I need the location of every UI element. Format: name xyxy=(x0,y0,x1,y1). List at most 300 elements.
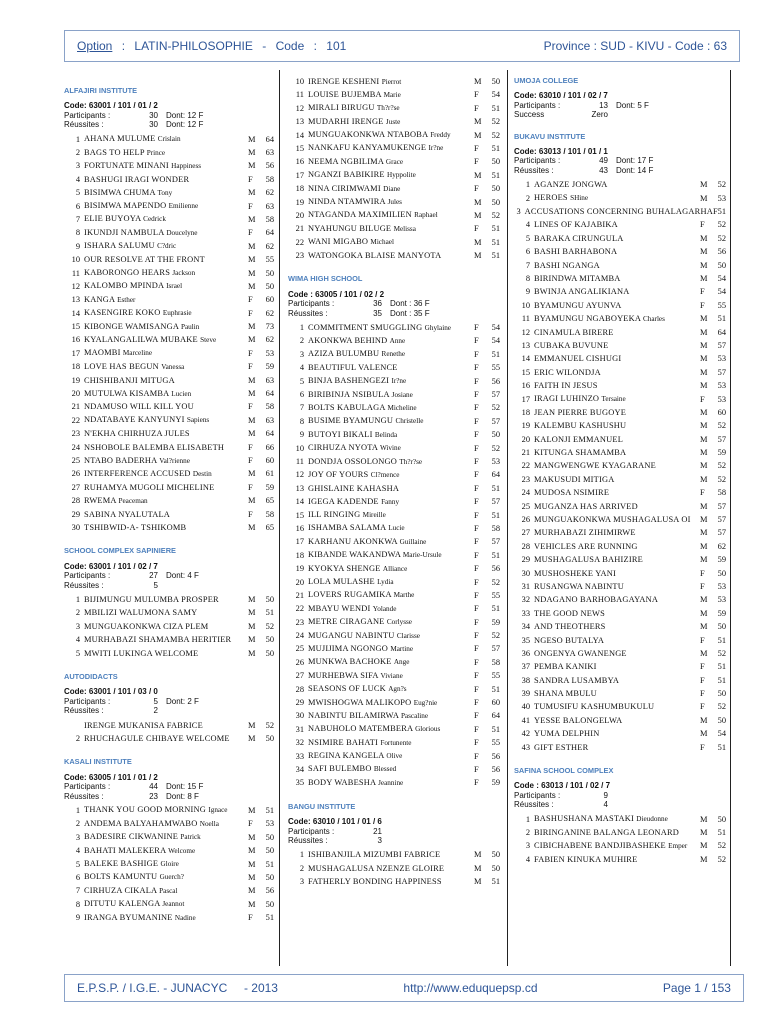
student-sex: F xyxy=(474,604,479,614)
result-row xyxy=(514,486,726,499)
student-sex: M xyxy=(700,367,708,377)
student-score: 58 xyxy=(265,509,274,519)
row-number: 31 xyxy=(295,724,304,734)
student-firstname: Nadine xyxy=(174,913,196,922)
student-sex: M xyxy=(700,260,708,270)
student-score: 51 xyxy=(491,684,500,694)
student-surname: MUDARHI IRENGE xyxy=(308,116,384,126)
student-name xyxy=(308,762,474,776)
student-sex: M xyxy=(248,522,256,532)
student-sex: F xyxy=(700,675,705,685)
student-name xyxy=(534,839,700,853)
row-number: 6 xyxy=(525,247,530,257)
participants-dont: Dont: 12 F xyxy=(166,110,204,120)
student-sex: M xyxy=(700,434,708,444)
student-name xyxy=(308,629,474,643)
student-sex: F xyxy=(474,711,479,721)
student-firstname: Jeannot xyxy=(162,900,185,909)
student-firstname: Patrick xyxy=(180,833,201,842)
student-firstname: Michael xyxy=(370,238,394,247)
result-row xyxy=(514,593,726,606)
participants-row xyxy=(64,697,274,706)
student-surname: NTAGANDA MAXIMILIEN xyxy=(308,210,412,220)
student-name xyxy=(534,540,700,553)
participants-label: Participants : xyxy=(64,110,111,120)
student-surname: KABORONGO HEARS xyxy=(84,268,171,278)
student-sex: F xyxy=(474,483,479,493)
school-meta xyxy=(64,773,274,801)
row-number: 28 xyxy=(295,684,304,694)
student-sex: M xyxy=(700,193,708,203)
student-sex: M xyxy=(700,828,708,838)
student-sex: M xyxy=(248,608,256,618)
result-row xyxy=(514,634,726,647)
student-surname: BUTOYI BIKALI xyxy=(308,429,373,439)
row-number: 33 xyxy=(295,751,304,761)
result-row xyxy=(514,727,726,740)
student-sex: M xyxy=(700,622,708,632)
student-name xyxy=(308,776,474,790)
student-sex: F xyxy=(474,376,479,386)
row-number: 27 xyxy=(521,528,530,538)
row-number: 16 xyxy=(295,523,304,533)
student-name xyxy=(84,387,248,401)
student-score: 51 xyxy=(265,913,274,923)
student-name xyxy=(84,441,248,454)
student-surname: NYAHUNGU BILUGE xyxy=(308,223,392,233)
student-sex: M xyxy=(474,77,482,86)
student-firstname: Josiane xyxy=(391,390,413,399)
school-meta xyxy=(64,687,274,715)
student-score: 55 xyxy=(491,738,500,748)
result-row xyxy=(288,495,500,508)
student-name xyxy=(534,700,700,713)
row-number: 9 xyxy=(525,287,530,297)
column-divider xyxy=(279,70,280,966)
reussites-row xyxy=(64,792,274,801)
student-firstname: Marie xyxy=(383,90,401,99)
row-number: 25 xyxy=(71,456,80,465)
student-surname: AKONKWA BEHIND xyxy=(308,335,388,345)
row-number: 19 xyxy=(295,197,304,207)
row-number: 2 xyxy=(75,819,80,829)
student-surname: BOLTS KAMUNTU xyxy=(84,872,158,882)
student-surname: LINES OF KAJABIKA xyxy=(534,220,618,230)
student-sex: M xyxy=(700,461,708,471)
row-number: 32 xyxy=(295,738,304,748)
student-name xyxy=(84,239,248,253)
student-sex: F xyxy=(474,684,479,694)
result-row xyxy=(64,320,274,333)
participants-dont: Dont: 15 F xyxy=(166,782,204,792)
student-surname: EMMANUEL CISHUGI xyxy=(534,354,622,364)
student-score: 55 xyxy=(491,363,500,373)
student-name xyxy=(308,75,474,89)
student-score: 60 xyxy=(491,698,500,708)
student-name xyxy=(534,674,700,687)
school-meta xyxy=(514,781,726,809)
student-sex: F xyxy=(700,568,705,578)
row-number: 23 xyxy=(295,251,304,261)
student-surname: CHISHIBANJI MITUGA xyxy=(84,375,175,385)
row-number: 17 xyxy=(295,537,304,547)
student-name xyxy=(534,352,700,365)
student-name xyxy=(308,548,474,562)
student-surname: FAITH IN JESUS xyxy=(534,381,598,391)
school-title: WIMA HIGH SCHOOL xyxy=(288,274,363,284)
student-firstname: Emilienne xyxy=(168,202,199,211)
participants-count: 27 xyxy=(149,571,158,581)
student-sex: M xyxy=(248,496,256,506)
student-score: 50 xyxy=(265,648,274,658)
row-number: 29 xyxy=(295,698,304,708)
reussites-label: Réussites : xyxy=(514,800,554,810)
row-number: 39 xyxy=(521,689,530,699)
result-row xyxy=(64,240,274,253)
student-sex: F xyxy=(474,698,479,708)
student-firstname: Marceline xyxy=(122,349,153,358)
result-list xyxy=(64,133,274,535)
student-firstname: Agn?s xyxy=(388,685,407,694)
result-row xyxy=(288,509,500,522)
result-row xyxy=(288,142,500,155)
student-score: 51 xyxy=(491,724,500,734)
student-surname: NANKAFU KANYAMUKENGE xyxy=(308,143,427,153)
student-surname: KIBANDE WAKANDWA xyxy=(308,550,401,560)
reussites-dont: Dont: 14 F xyxy=(616,165,654,175)
school-title: ALFAJIRI INSTITUTE xyxy=(64,86,138,95)
student-surname: AHANA MULUME xyxy=(84,134,156,144)
school-code: Code: 63013 / 101 / 01 / 1 xyxy=(514,147,608,157)
result-row xyxy=(514,714,726,727)
student-score: 59 xyxy=(491,778,500,788)
student-name xyxy=(84,633,248,646)
student-score: 59 xyxy=(717,555,726,565)
student-sex: M xyxy=(700,648,708,658)
student-sex: F xyxy=(248,295,253,305)
student-score: 57 xyxy=(491,416,500,426)
student-sex: M xyxy=(700,729,708,739)
row-number: 20 xyxy=(71,389,80,399)
student-sex: M xyxy=(248,899,256,909)
student-score: 50 xyxy=(491,863,500,873)
result-row xyxy=(64,620,274,633)
student-name xyxy=(84,173,248,186)
student-firstname: Crislain xyxy=(157,135,181,144)
result-row xyxy=(64,467,274,480)
student-score: 60 xyxy=(265,456,274,465)
student-surname: BASHUSHANA MASTAKI xyxy=(534,814,634,824)
row-number: 13 xyxy=(71,295,80,305)
student-score: 50 xyxy=(265,733,274,743)
result-row xyxy=(64,647,274,660)
student-score: 52 xyxy=(717,841,726,851)
row-number: 8 xyxy=(299,416,304,426)
row-number: 5 xyxy=(75,188,80,198)
student-sex: F xyxy=(700,702,705,712)
student-sex: M xyxy=(248,415,256,425)
result-list xyxy=(514,178,726,754)
school-meta xyxy=(514,91,726,119)
student-score: 64 xyxy=(265,389,274,399)
student-score: 58 xyxy=(265,174,274,184)
student-name xyxy=(534,285,700,298)
student-surname: ILL RINGING xyxy=(308,510,361,520)
row-number: 35 xyxy=(295,778,304,788)
student-firstname: Alliance xyxy=(382,564,408,573)
footer-url[interactable]: http://www.eduquepsp.cd xyxy=(403,981,538,995)
student-name xyxy=(308,249,474,262)
result-row xyxy=(514,513,726,526)
student-firstname: Ir?ne xyxy=(391,377,407,386)
row-number: 11 xyxy=(295,90,304,100)
result-row xyxy=(288,182,500,195)
result-row xyxy=(64,267,274,280)
student-name xyxy=(534,366,700,379)
reussites-count: 30 xyxy=(149,120,158,130)
student-name xyxy=(84,803,248,817)
student-firstname: Th?r?se xyxy=(399,457,423,466)
participants-count: 44 xyxy=(149,782,158,792)
student-surname: BIRIBINJA NSIBULA xyxy=(308,389,390,399)
row-number: 37 xyxy=(521,662,530,672)
student-sex: M xyxy=(700,381,708,391)
student-score: 56 xyxy=(265,161,274,171)
row-number: 29 xyxy=(521,555,530,565)
result-row xyxy=(288,522,500,535)
reussites-count: 2 xyxy=(153,706,158,716)
result-row xyxy=(514,178,726,191)
student-score: 51 xyxy=(491,170,500,180)
student-score: 51 xyxy=(717,635,726,645)
student-name xyxy=(534,741,700,754)
student-firstname: Viviane xyxy=(380,671,403,680)
student-name xyxy=(84,306,248,320)
student-score: 50 xyxy=(265,268,274,278)
result-row xyxy=(514,813,726,826)
student-score: 51 xyxy=(717,207,726,217)
student-surname: RUHAMYA MUGOLI MICHELINE xyxy=(84,482,215,492)
student-score: 64 xyxy=(265,134,274,144)
result-row xyxy=(64,606,274,619)
student-name xyxy=(534,406,700,419)
student-surname: MWISHOGWA MALIKOPO xyxy=(308,697,412,707)
student-name xyxy=(534,620,700,633)
student-surname: WANI MIGABO xyxy=(308,237,369,247)
student-firstname: Grace xyxy=(385,157,404,166)
row-number: 23 xyxy=(295,617,304,627)
student-score: 52 xyxy=(491,631,500,641)
student-surname: NABUHOLO MATEMBERA xyxy=(308,724,413,734)
student-firstname: Gloire xyxy=(160,860,179,869)
student-surname: MIRALI BIRUGU xyxy=(308,103,375,113)
student-sex: M xyxy=(248,335,256,345)
student-surname: IGEGA KADENDE xyxy=(308,496,379,506)
student-firstname: Pascaline xyxy=(400,711,429,720)
school-section xyxy=(288,75,500,262)
student-surname: BIRINGANINE BALANGA LEONARD xyxy=(534,828,679,838)
student-firstname: Guerch? xyxy=(159,873,184,882)
student-name xyxy=(84,374,248,387)
result-row xyxy=(288,862,500,875)
row-number: 18 xyxy=(295,550,304,560)
participants-row xyxy=(514,156,726,165)
student-score: 64 xyxy=(491,470,500,480)
result-row xyxy=(514,674,726,687)
student-sex: M xyxy=(248,886,256,896)
student-score: 53 xyxy=(491,457,500,466)
student-sex: M xyxy=(248,322,256,332)
student-sex: F xyxy=(474,671,479,681)
student-surname: BINJA BASHENGEZI xyxy=(308,376,390,386)
reussites-label: Réussites : xyxy=(288,835,328,845)
row-number: 40 xyxy=(521,702,530,712)
result-row xyxy=(288,155,500,168)
result-list xyxy=(64,593,274,660)
option-line xyxy=(77,39,352,53)
student-firstname: Pierrot xyxy=(381,77,402,86)
reussites-count: 43 xyxy=(599,165,608,175)
row-number: 13 xyxy=(521,340,530,350)
student-surname: NEEMA NGBILIMA xyxy=(308,156,384,166)
student-score: 50 xyxy=(265,594,274,604)
student-score: 52 xyxy=(717,648,726,658)
participants-label: Participants : xyxy=(64,782,111,792)
row-number: 7 xyxy=(525,260,530,270)
participants-dont: Dont : 36 F xyxy=(390,299,430,309)
student-sex: M xyxy=(248,733,256,743)
student-sex: F xyxy=(248,174,253,184)
column-3 xyxy=(514,72,726,872)
result-row xyxy=(514,459,726,472)
student-name xyxy=(84,481,248,494)
participants-dont: Dont: 5 F xyxy=(616,100,649,110)
student-sex: F xyxy=(700,220,705,230)
student-score: 50 xyxy=(491,184,500,194)
student-score: 60 xyxy=(265,295,274,305)
student-surname: KANGA xyxy=(84,294,115,304)
student-sex: F xyxy=(248,402,253,412)
result-row xyxy=(514,500,726,513)
result-row xyxy=(64,333,274,346)
student-score: 65 xyxy=(265,522,274,532)
student-sex: F xyxy=(474,631,479,641)
student-sex: M xyxy=(474,877,482,887)
student-name xyxy=(84,186,248,200)
student-surname: ACCUSATIONS CONCERNING BUHALAGARHA xyxy=(524,207,713,217)
student-score: 55 xyxy=(717,300,726,310)
school-meta xyxy=(288,290,500,318)
result-row xyxy=(288,75,500,88)
student-surname: KARHANU AKONKWA xyxy=(308,536,398,546)
result-row xyxy=(288,602,500,615)
row-number: 3 xyxy=(75,161,80,171)
student-name xyxy=(534,419,700,432)
student-sex: F xyxy=(474,103,479,113)
student-name xyxy=(84,884,248,898)
student-surname: JOY OF YOURS xyxy=(308,469,369,479)
result-row xyxy=(64,226,274,239)
student-surname: BODY WABESHA xyxy=(308,777,376,787)
reussites-row xyxy=(288,836,500,845)
student-name xyxy=(308,862,474,875)
row-number: 26 xyxy=(521,515,530,525)
student-firstname: Olive xyxy=(386,752,403,761)
student-surname: ANDEMA BALYAHAMWABO xyxy=(84,818,198,828)
participants-row xyxy=(64,111,274,120)
student-firstname: Eug?nie xyxy=(413,698,438,707)
student-surname: IRAGI LUHINZO xyxy=(534,394,600,403)
row-number: 11 xyxy=(71,268,80,278)
student-surname: MUTULWA KISAMBA xyxy=(84,388,169,398)
school-title: SCHOOL COMPLEX SAPINIERE xyxy=(64,546,176,556)
student-score: 57 xyxy=(717,367,726,377)
student-surname: CIRHUZA CIKALA xyxy=(84,885,157,895)
student-surname: LOLA MULASHE xyxy=(308,577,375,587)
result-row xyxy=(64,441,274,454)
participants-count: 5 xyxy=(153,696,158,706)
student-name xyxy=(84,467,248,481)
student-surname: NGESO BUTALYA xyxy=(534,635,605,645)
student-name xyxy=(84,911,248,925)
reussites-dont: Dont: 12 F xyxy=(166,120,204,130)
student-surname: VEHICLES ARE RUNNING xyxy=(534,541,638,551)
result-row xyxy=(514,540,726,553)
student-sex: M xyxy=(248,846,256,856)
student-firstname: Dieudonne xyxy=(636,815,668,824)
student-score: 50 xyxy=(717,689,726,699)
student-firstname: Raphael xyxy=(414,211,438,220)
student-name xyxy=(308,168,474,182)
result-row xyxy=(288,375,500,388)
result-row xyxy=(288,334,500,347)
row-number: 30 xyxy=(295,711,304,721)
participants-count: 30 xyxy=(149,110,158,120)
result-row xyxy=(288,576,500,589)
row-number: 21 xyxy=(295,224,304,234)
student-name xyxy=(534,459,700,472)
student-sex: F xyxy=(474,778,479,788)
student-sex: F xyxy=(474,738,479,748)
student-sex: F xyxy=(474,523,479,533)
student-sex: F xyxy=(474,390,479,400)
school-title: BANGU INSTITUTE xyxy=(288,801,356,811)
row-number: 31 xyxy=(521,581,530,591)
student-firstname: SHine xyxy=(570,194,589,203)
student-sex: F xyxy=(700,689,705,699)
row-number: 20 xyxy=(295,210,304,220)
student-score: 51 xyxy=(717,662,726,672)
student-name xyxy=(308,508,474,522)
row-number: 16 xyxy=(521,381,530,391)
row-number: 19 xyxy=(521,421,530,431)
student-score: 50 xyxy=(265,872,274,882)
student-score: 52 xyxy=(717,220,726,230)
row-number: 19 xyxy=(71,375,80,385)
student-surname: NTABO BADERHA xyxy=(84,455,157,465)
school-code: Code: 63010 / 101 / 02 / 7 xyxy=(514,91,608,101)
row-number: 1 xyxy=(299,850,304,860)
result-row xyxy=(64,593,274,606)
province-label: Province : SUD - KIVU - Code : 63 xyxy=(543,39,727,53)
row-number: 15 xyxy=(521,367,530,377)
student-surname: MBAYU WENDI xyxy=(308,603,371,613)
row-number: 18 xyxy=(71,362,80,372)
student-sex: M xyxy=(474,251,482,261)
student-name xyxy=(84,521,248,534)
student-score: 54 xyxy=(717,729,726,739)
student-firstname: Guillaine xyxy=(399,537,427,546)
